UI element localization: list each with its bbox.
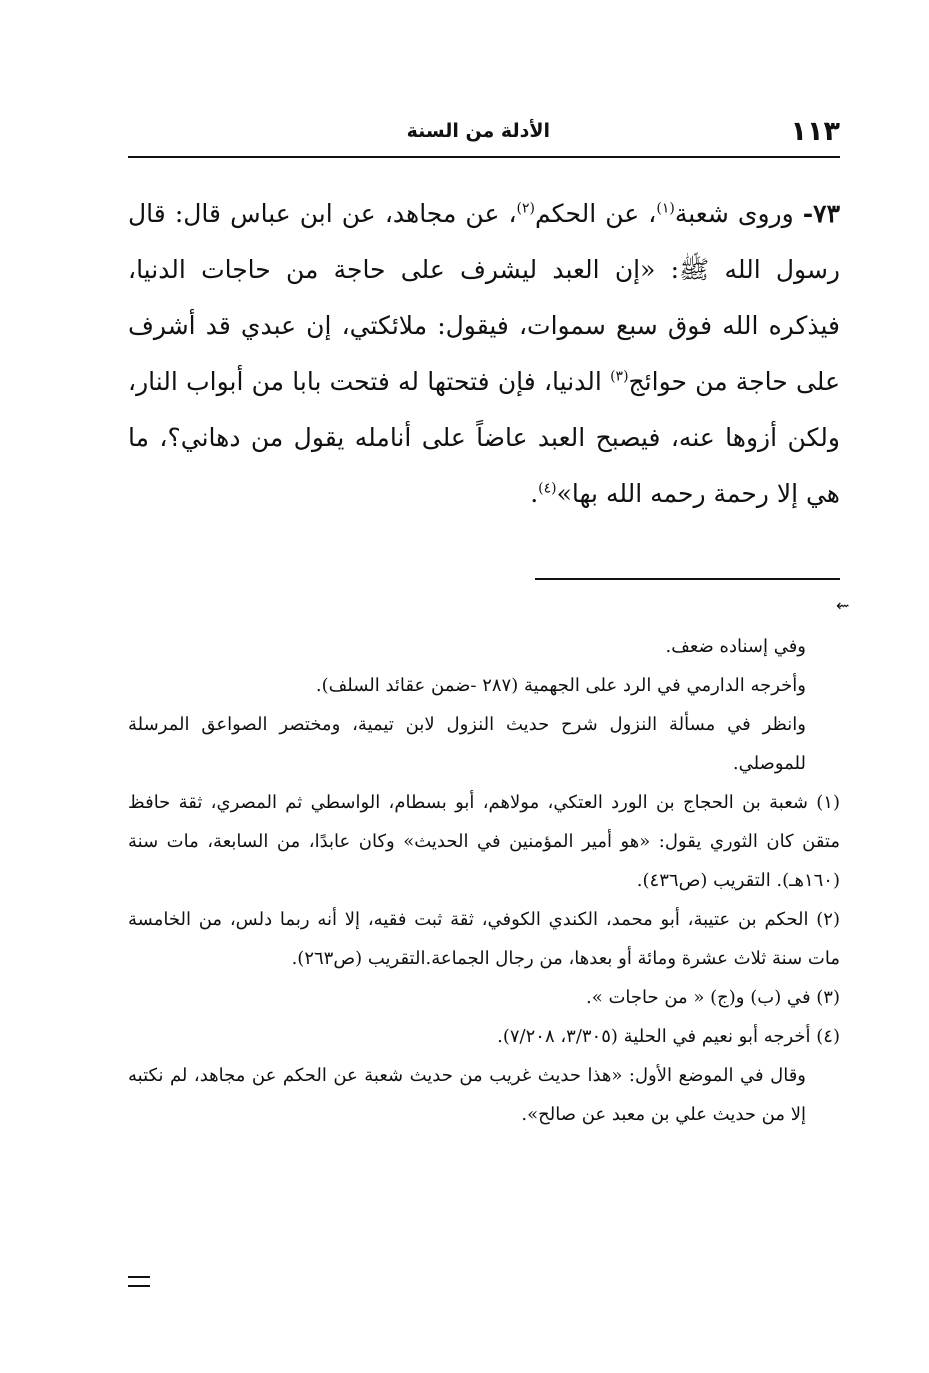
main-text-segment: الدنيا، فإن فتحتها له فتحت بابا من أبواب النار، ولكن أزوها عنه، فيصبح العبد عاضاً على أنامله يقول من دهاني؟، ما هي إلا رحمة رحمه الله بها» — [128, 367, 840, 508]
footnote-closing: وقال في الموضع الأول: «هذا حديث غريب من حديث شعبة عن الحكم عن مجاهد، لم نكتبه إلا من حديث علي بن معبد عن صالح». — [128, 1065, 806, 1125]
hadith-paragraph — [128, 186, 840, 522]
footnotes-section — [128, 627, 840, 1134]
main-text-segment: ، عن مجاهد، عن ابن عباس قال: قال رسول الله ﷺ: «إن العبد ليشرف على حاجة من حاجات الدنيا، فيذكره الله فوق سبع سموات، فيقول: ملائكتي، إن عبدي قد أشرف على حاجة من حوائج — [128, 199, 840, 396]
footnote-item-1: (١) شعبة بن الحجاج بن الورد العتكي، مولاهم، أبو بسطام، الواسطي ثم المصري، ثقة حافظ متقن كان الثوري يقول: «هو أمير المؤمنين في الحديث» وكان عابدًا، من السابعة، مات سنة (١٦٠هـ). التقريب (ص٤٣٦). — [128, 792, 840, 891]
footnote-ref-4: (٤) — [538, 480, 557, 497]
hadith-number: ٧٣- — [802, 199, 840, 228]
main-text — [128, 186, 840, 522]
footnote-ref-2: (٢) — [516, 200, 536, 217]
footnote-ref-3: (٣) — [610, 368, 629, 385]
footnote-item-4: (٤) أخرجه أبو نعيم في الحلية (٣/٣٠٥، ٧/٢٠٨). — [497, 1026, 840, 1047]
footnote-continuation-line: وأخرجه الدارمي في الرد على الجهمية (٢٨٧ -ضمن عقائد السلف). — [315, 675, 806, 696]
main-text-segment: وروى شعبة — [674, 199, 803, 228]
footnote-item-2: (٢) الحكم بن عتيبة، أبو محمد، الكندي الكوفي، ثقة ثبت فقيه، إلا أنه ربما دلس، من الخامسة مات سنة ثلاث عشرة ومائة أو بعدها، من رجال الجماعة.التقريب (ص٢٦٣). — [128, 909, 840, 969]
footnote-ref-1: (١) — [656, 200, 675, 217]
running-title: الأدلة من السنة — [406, 120, 550, 142]
footnote-continuation-line: وانظر في مسألة النزول شرح حديث النزول لابن تيمية، ومختصر الصواعق المرسلة للموصلي. — [128, 714, 806, 774]
footnote-item-3: (٣) في (ب) و(ج) « من حاجات ». — [586, 987, 840, 1008]
page-header — [128, 110, 840, 158]
header-rule — [128, 156, 840, 158]
footnote-separator — [535, 578, 840, 580]
page-number: ١١٣ — [790, 116, 840, 147]
end-mark — [128, 1276, 150, 1287]
continued-mark-icon: ⇜ — [836, 596, 850, 615]
footnote-continuation-line: وفي إسناده ضعف. — [665, 636, 806, 657]
main-text-segment: ، عن الحكم — [535, 199, 657, 228]
main-text-segment: . — [530, 479, 539, 508]
